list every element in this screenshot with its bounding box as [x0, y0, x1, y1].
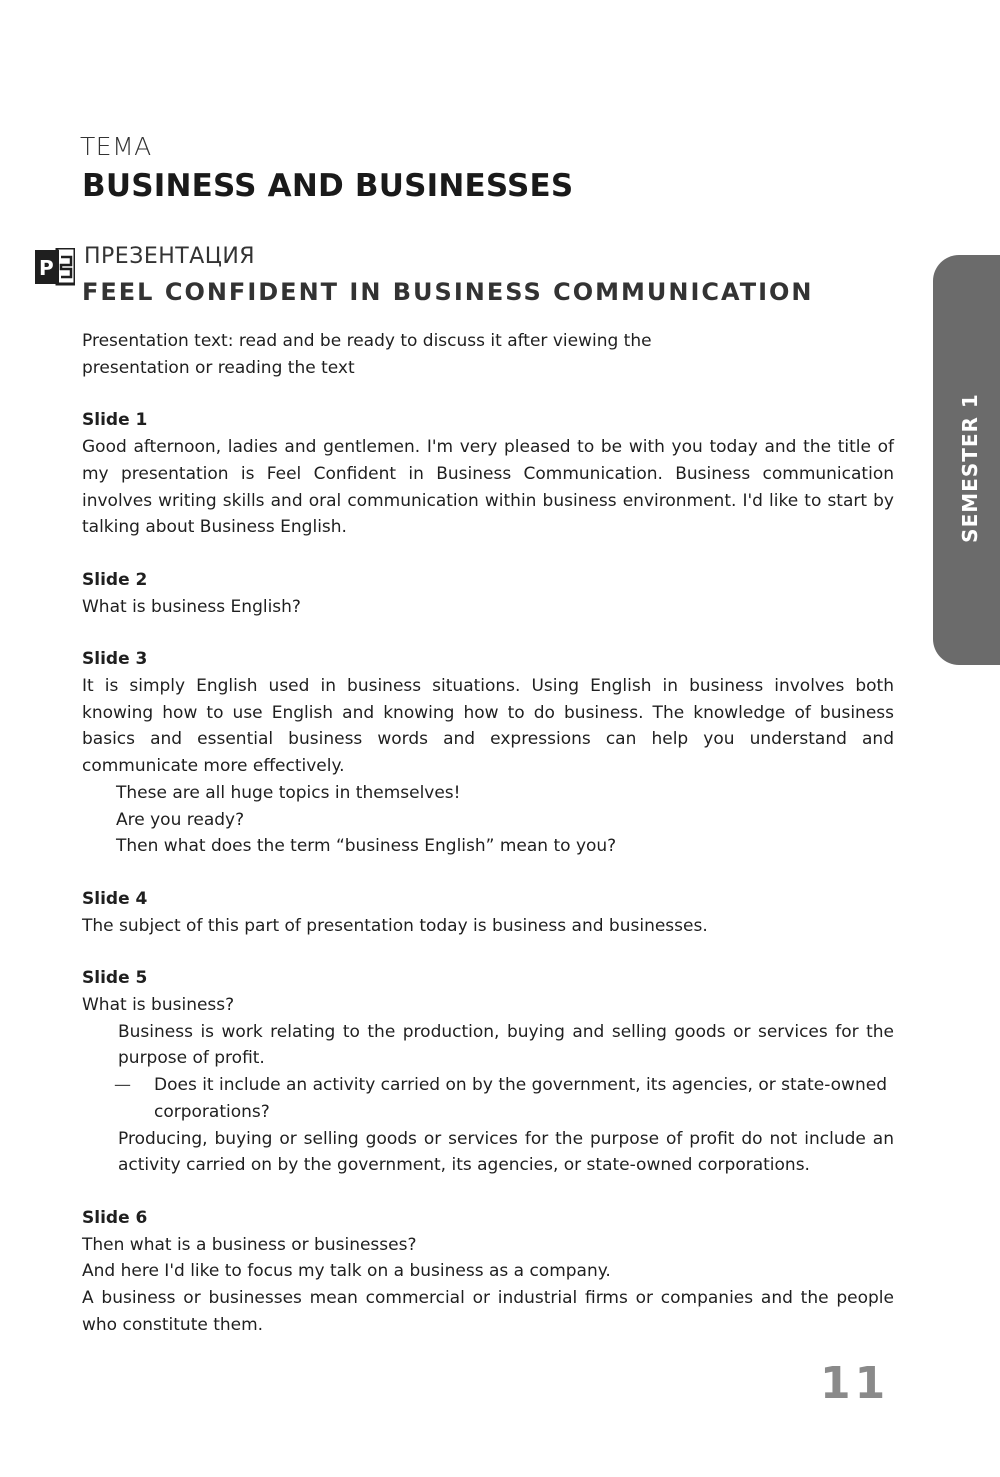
slide-paragraph: Good afternoon, ladies and gentlemen. I'm very pleased to be with you today and the title of my presentation is Feel Confident in Business Communication. Business communication involves writing skills and oral communication within business environment. I'd like to start by talking about Business English. [82, 437, 894, 538]
slide-paragraph: The subject of this part of presentation today is business and businesses. [82, 915, 708, 936]
semester-tab-text: SEMESTER 1 [958, 392, 982, 543]
page-number: 11 [820, 1358, 890, 1409]
semester-tab-label [940, 392, 1000, 543]
page-title: BUSINESS AND BUSINESSES [82, 168, 574, 204]
slide-heading: Slide 1 [82, 410, 148, 431]
presentation-title: FEEL CONFIDENT IN BUSINESS COMMUNICATION [82, 278, 814, 306]
svg-text:P: P [39, 256, 54, 280]
slide-paragraph: A business or businesses mean commercial or industrial firms or companies and the people who constitute them. [82, 1288, 894, 1335]
slide-heading: Slide 4 [82, 888, 148, 909]
indented-line: Then what does the term “business English” mean to you? [116, 836, 617, 857]
indented-paragraph: Producing, buying or selling goods or services for the purpose of profit do not include an activity carried on by the government, its agencies, or state-owned corporations. [118, 1128, 894, 1176]
slide-5 [82, 965, 894, 1179]
slide-paragraph: Then what is a business or businesses? [82, 1234, 417, 1255]
slide-heading: Slide 5 [82, 968, 148, 989]
indented-line: Are you ready? [116, 809, 245, 830]
dash-list-item [82, 1072, 894, 1125]
slide-paragraph: What is business? [82, 995, 235, 1016]
slide-3 [82, 646, 894, 860]
dash-item-text: Does it include an activity carried on by the government, its agencies, or state-owned corporations? [154, 1075, 887, 1122]
slide-heading: Slide 3 [82, 649, 148, 670]
slide-2 [82, 567, 894, 620]
indented-paragraph: Business is work relating to the production, buying and selling goods or services for the purpose of profit. [118, 1021, 894, 1069]
slide-paragraph: It is simply English used in business situations. Using English in business involves both knowing how to use English and knowing how to do business. The knowledge of business basics and essential business words and expressions can help you understand and communicate more effectively. [82, 676, 894, 777]
tema-label: ТЕМА [80, 132, 152, 161]
presentation-label: ПРЕЗЕНТАЦИЯ [84, 244, 256, 269]
slide-heading: Slide 6 [82, 1207, 148, 1228]
slide-paragraph: What is business English? [82, 596, 301, 617]
dash-marker: — [114, 1075, 131, 1096]
presentation-text [82, 328, 894, 1339]
intro-text: Presentation text: read and be ready to discuss it after viewing the presentation or reading the text [82, 331, 652, 378]
slide-heading: Slide 2 [82, 569, 148, 590]
indented-line: These are all huge topics in themselves! [116, 782, 461, 803]
slide-paragraph: And here I'd like to focus my talk on a business as a company. [82, 1261, 611, 1282]
slide-4 [82, 886, 894, 939]
slide-6 [82, 1205, 894, 1339]
slide-1 [82, 407, 894, 541]
powerpoint-icon [35, 248, 75, 286]
